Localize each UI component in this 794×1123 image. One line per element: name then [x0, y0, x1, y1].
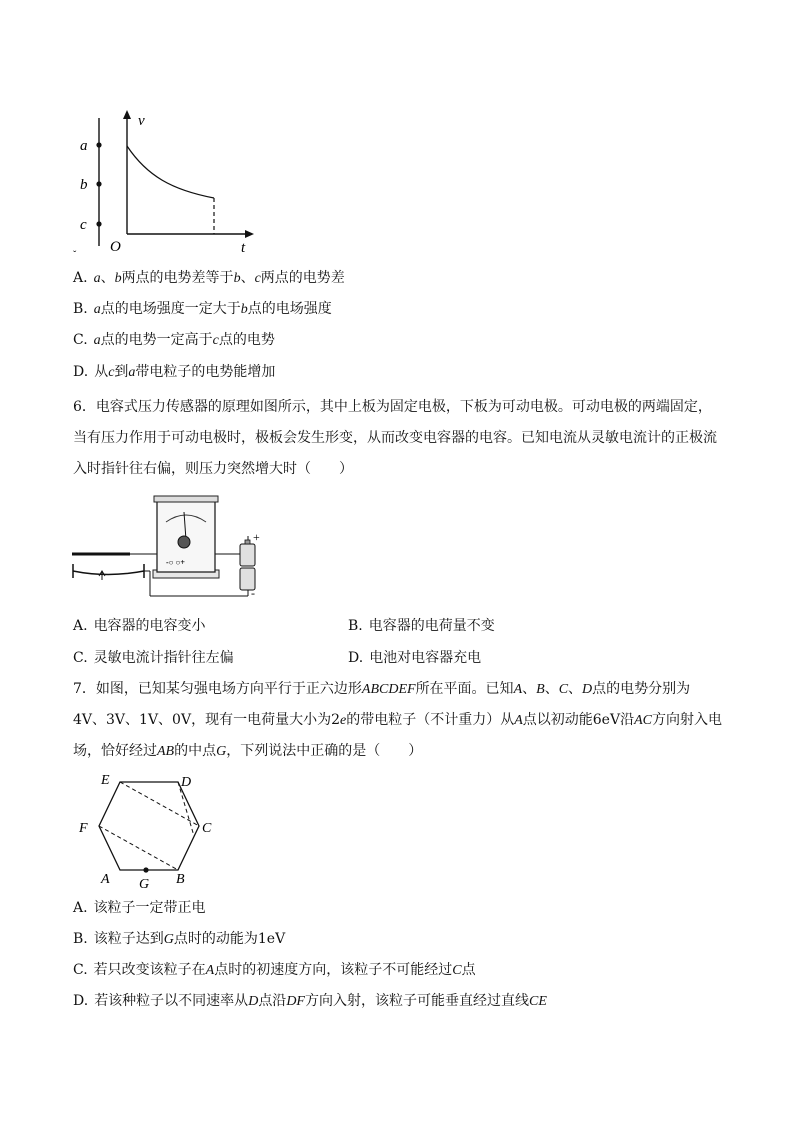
point-b-label: b [80, 177, 88, 193]
italic-symbol: C [452, 963, 462, 978]
text-run: 点时的动能为1eV [173, 931, 286, 947]
text-run: 、 [568, 681, 583, 697]
q5-option-c [73, 330, 275, 351]
option-letter: D. [348, 650, 364, 666]
italic-symbol: DF [286, 994, 305, 1009]
pressure-arrow-icon [99, 571, 105, 580]
text-run: 、 [522, 681, 537, 697]
q7-hexagon-figure [74, 770, 224, 892]
italic-symbol: D [582, 682, 593, 697]
text-run: 两点的电势差 [260, 270, 345, 286]
text-run: 点 [461, 962, 476, 978]
v-axis-arrow-icon [123, 110, 131, 119]
point-b-dot [96, 181, 101, 186]
text-run: 若只改变该粒子在 [93, 962, 206, 978]
q7-option-a [73, 898, 206, 918]
italic-symbol: C [558, 682, 569, 697]
italic-symbol: c [108, 365, 115, 380]
italic-symbol: c [254, 271, 261, 286]
italic-symbol: D [248, 994, 259, 1009]
q6-option-d [348, 648, 481, 668]
q7-stem [73, 674, 723, 767]
italic-symbol: b [240, 302, 248, 317]
text-run: 所在平面。已知 [415, 681, 514, 697]
option-letter: A. [73, 900, 88, 916]
italic-symbol: b [233, 271, 241, 286]
text-run: 点的电势 [218, 332, 275, 348]
text-run: 的带电粒子（不计重力）从 [346, 712, 515, 728]
option-letter: B. [348, 618, 363, 634]
text-run: 到 [114, 364, 129, 380]
option-letter: C. [73, 332, 88, 348]
text-run: 、 [544, 681, 559, 697]
point-a-dot [96, 142, 101, 147]
q6-circuit-figure [70, 492, 270, 604]
text-run: 点的电势一定高于 [100, 332, 213, 348]
text-run: 带电粒子的电势能增加 [135, 364, 276, 380]
point-g-dot [143, 867, 148, 872]
text-run: 该粒子达到 [93, 931, 164, 947]
small-mark: ˇ [73, 250, 77, 258]
italic-symbol: a [93, 271, 101, 286]
t-axis-arrow-icon [245, 230, 254, 238]
velocity-curve [127, 146, 214, 198]
vertex-b-label: B [176, 872, 185, 887]
text-run: 点的电场强度一定大于 [100, 301, 241, 317]
italic-symbol: b [114, 271, 122, 286]
italic-symbol: G [216, 744, 227, 759]
q6-option-b [348, 616, 495, 636]
text-run: 点的电场强度 [247, 301, 332, 317]
q5-option-a [73, 268, 345, 289]
vertex-d-label: D [181, 775, 192, 790]
option-letter: A. [73, 618, 88, 634]
point-c-dot [96, 221, 101, 226]
text-run: 从 [94, 364, 109, 380]
text-run: 、 [240, 270, 255, 286]
q5-vt-figure [72, 108, 262, 258]
diagonal-fb [99, 826, 178, 870]
movable-plate [73, 571, 144, 575]
option-letter: C. [73, 650, 88, 666]
option-letter: A. [73, 270, 88, 286]
italic-symbol: G [163, 932, 174, 947]
option-text: 电容器的电荷量不变 [368, 618, 495, 634]
text-run: 7．如图，已知某匀强电场方向平行于正六边形 [73, 681, 362, 697]
text-run: ，下列说法中正确的是（ ） [226, 743, 423, 759]
text-run: 点时的初速度方向，该粒子不可能经过 [214, 962, 453, 978]
italic-symbol: c [212, 333, 219, 348]
text-run: 点以初动能6eV沿 [522, 712, 635, 728]
text-run: 点沿 [258, 993, 287, 1009]
q5-option-d [73, 362, 275, 383]
battery-plus-label: + [253, 530, 260, 544]
option-letter: D. [73, 364, 89, 380]
battery-minus-label: - [251, 586, 255, 600]
option-letter: D. [73, 993, 89, 1009]
text-run: 若该种粒子以不同速率从 [94, 993, 249, 1009]
q7-option-b [73, 929, 285, 950]
galvanometer-terminals: -○ ○+ [166, 558, 185, 567]
option-text: 灵敏电流计指针往左偏 [93, 650, 234, 666]
hexagon [99, 782, 199, 870]
italic-symbol: a [128, 365, 136, 380]
italic-symbol: A [514, 713, 523, 728]
point-g-label: G [139, 877, 150, 892]
vertex-e-label: E [101, 773, 110, 788]
italic-symbol: B [536, 682, 545, 697]
point-a-label: a [80, 138, 88, 154]
italic-symbol: e [339, 713, 347, 728]
option-text: 电容器的电容变小 [93, 618, 206, 634]
option-text: 电池对电容器充电 [369, 650, 482, 666]
q6-stem: 6．电容式压力传感器的原理如图所示，其中上板为固定电极，下板为可动电极。可动电极的两端固定，当有压力作用于可动电极时，极板会发生形变，从而改变电容器的电容。已知电流从灵敏电流计的正极流入时指针往右偏，则压力突然增大时（ ） [73, 399, 717, 477]
option-letter: C. [73, 962, 88, 978]
galvanometer-top [154, 496, 218, 502]
text-run: 方向射入电场，恰好经过 [73, 712, 722, 759]
q6-option-a [73, 616, 206, 636]
text-run: 该粒子一定带正电 [93, 900, 206, 916]
battery-cell-1 [240, 544, 255, 566]
vertex-f-label: F [79, 821, 88, 836]
text-run: 的中点 [174, 743, 217, 759]
italic-symbol: ABCDEF [361, 682, 416, 697]
italic-symbol: AB [157, 744, 175, 759]
point-c-label: c [80, 217, 87, 233]
italic-symbol: AC [634, 713, 652, 728]
italic-symbol: A [513, 682, 523, 697]
v-axis-label: v [138, 113, 145, 129]
battery-cap [245, 540, 250, 544]
option-letter: B. [73, 301, 88, 317]
vertex-a-label: A [101, 872, 110, 887]
vertex-c-label: C [202, 821, 212, 836]
galvanometer-coil [178, 536, 190, 548]
italic-symbol: a [93, 333, 101, 348]
origin-label: O [110, 239, 121, 255]
text-run: 、 [100, 270, 115, 286]
q7-option-c [73, 960, 476, 981]
italic-symbol: CE [528, 994, 547, 1009]
text-run: 点的电势分别为4V、3V、1V、0V，现有一电荷量大小为2 [73, 681, 691, 728]
q6-option-c [73, 648, 234, 668]
text-run: 方向入射，该粒子可能垂直经过直线 [304, 993, 529, 1009]
italic-symbol: A [205, 963, 215, 978]
option-letter: B. [73, 931, 88, 947]
italic-symbol: a [93, 302, 101, 317]
t-axis-label: t [241, 240, 246, 256]
q7-option-d [73, 991, 547, 1012]
text-run: 两点的电势差等于 [121, 270, 234, 286]
q5-option-b [73, 299, 332, 320]
